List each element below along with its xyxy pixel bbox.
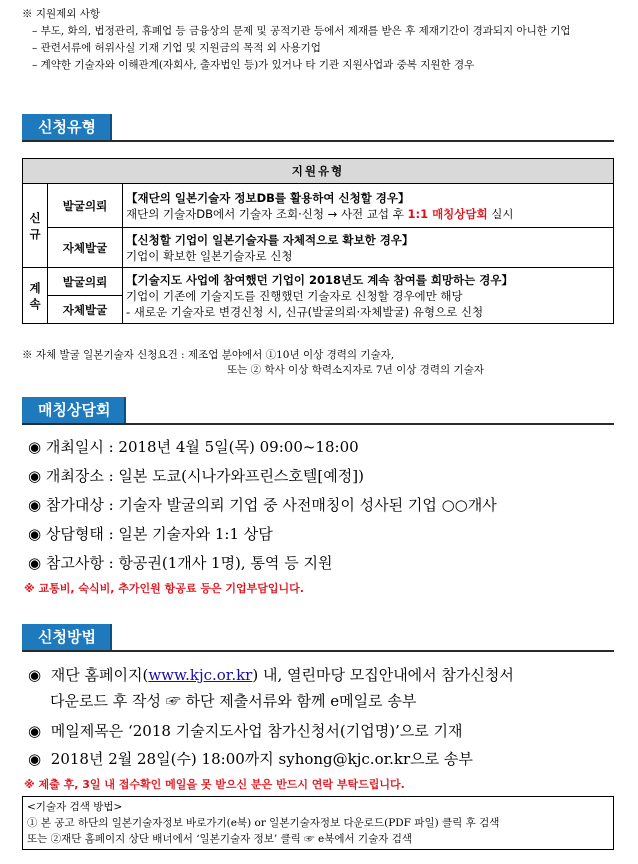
bullet-marker: ◉ <box>28 750 42 768</box>
row-label: 발굴의뢰 <box>48 184 123 228</box>
row-text-pre: 재단의 기술자DB에서 기술자 조회·신청 → 사전 교섭 후 <box>126 206 408 221</box>
matching-item: ◉ 개최장소 : 일본 도쿄(시나가와프린스호텔[예정]) <box>28 467 364 485</box>
exclusion-item: – 부도, 화의, 법정관리, 휴폐업 등 금융상의 문제 및 공적기관 등에서 제재를 받은 후 제재기간이 경과되지 아니한 기업 <box>32 25 571 37</box>
row-text-post: 실시 <box>487 206 514 221</box>
section-title: 신청방법 <box>22 624 112 650</box>
exclusion-item: – 계약한 기술자와 이해관계(자회사, 출자법인 등)가 있거나 타 기관 지원사업과 중복 지원한 경우 <box>32 59 475 71</box>
apply-item <box>28 748 473 769</box>
footnote-line: 또는 ② 학사 이상 학력소지자로 7년 이상 경력의 기술자 <box>227 364 484 376</box>
footnote-line: ※ 자체 발굴 일본기술자 신청요건 : 제조업 분야에서 ①10년 이상 경력의 기술자, <box>22 349 395 361</box>
support-type-table <box>22 158 614 324</box>
apply-warning: ※ 제출 후, 3일 내 접수확인 메일을 못 받으신 분은 반드시 연락 부탁드립니다. <box>24 778 405 791</box>
apply-item-cont: 다운로드 후 작성 ☞ 하단 제출서류와 함께 e메일로 송부 <box>50 692 417 710</box>
apply-text: 메일제목은 ‘2018 기술지도사업 참가신청서(기업명)’으로 기재 <box>50 722 463 740</box>
row-label: 발굴의뢰 <box>48 268 123 296</box>
row-content <box>123 228 614 268</box>
row-content <box>123 268 614 324</box>
apply-text: ) 내, 열린마당 모집안내에서 참가신청서 <box>252 666 514 684</box>
row-heading: 【신청할 기업이 일본기술자를 자체적으로 확보한 경우】 <box>126 232 414 247</box>
box-line: ① 본 공고 하단의 일본기술자정보 바로가기(e북) or 일본기술자정보 다운로드(PDF 파일) 클릭 후 검색 <box>27 817 500 829</box>
section-how-to-apply <box>22 624 614 652</box>
row-text: - 새로운 기술자로 변경신청 시, 신규(발굴의뢰·자체발굴) 유형으로 신청 <box>126 304 484 319</box>
box-line: 또는 ②재단 홈페이지 상단 배너에서 ‘일본기술자 정보’ 클릭 ☞ e북에서 기술자 검색 <box>27 833 413 845</box>
apply-text: 재단 홈페이지( <box>50 666 149 684</box>
section-title: 매칭상담회 <box>22 397 126 423</box>
section-matching <box>22 397 614 425</box>
group-continue-label: 계 속 <box>29 280 41 311</box>
exclusion-title: ※ 지원제외 사항 <box>22 8 101 20</box>
row-text-highlight: 1:1 매칭상담회 <box>407 206 488 221</box>
exclusion-item: – 관련서류에 허위사실 기재 기업 및 지원금의 목적 외 사용기업 <box>32 42 321 54</box>
section-divider <box>22 650 614 652</box>
row-heading: 【기술지도 사업에 참여했던 기업이 2018년도 계속 참여를 희망하는 경우】 <box>126 272 513 287</box>
matching-item: ◉ 참고사항 : 항공권(1개사 1명), 통역 등 지원 <box>28 554 333 572</box>
apply-item <box>28 664 514 685</box>
row-label: 자체발굴 <box>48 296 123 324</box>
section-divider <box>22 140 614 142</box>
group-new <box>23 184 48 268</box>
row-text <box>126 206 610 222</box>
apply-item <box>28 720 463 741</box>
table-header: 지원유형 <box>23 159 614 184</box>
group-new-label: 신 규 <box>29 210 41 241</box>
row-label: 자체발굴 <box>48 228 123 268</box>
box-title: <기술자 검색 방법> <box>27 801 123 813</box>
row-heading: 【재단의 일본기술자 정보DB를 활용하여 신청할 경우】 <box>126 190 410 205</box>
matching-item: ◉ 개최일시 : 2018년 4월 5일(목) 09:00~18:00 <box>28 438 359 456</box>
section-divider <box>22 423 614 425</box>
footnote <box>22 348 484 378</box>
row-content <box>123 184 614 228</box>
row-text: 기업이 기존에 기술지도를 진행했던 기술자로 신청할 경우에만 해당 <box>126 288 463 303</box>
matching-warning: ※ 교통비, 숙식비, 추가인원 항공료 등은 기업부담입니다. <box>24 582 304 595</box>
section-title: 신청유형 <box>22 114 112 140</box>
matching-item: ◉ 상담형태 : 일본 기술자와 1:1 상담 <box>28 525 273 543</box>
homepage-link[interactable]: www.kjc.or.kr <box>148 666 253 684</box>
apply-text: 2018년 2월 28일(수) 18:00까지 syhong@kjc.or.kr으로 송부 <box>50 750 473 768</box>
exclusion-notes <box>22 6 622 74</box>
matching-item: ◉ 참가대상 : 기술자 발굴의뢰 기업 중 사전매칭이 성사된 기업 ○○개사 <box>28 496 497 514</box>
search-method-box <box>22 796 614 850</box>
bullet-marker: ◉ <box>28 666 42 684</box>
bullet-marker: ◉ <box>28 722 42 740</box>
row-text: 기업이 확보한 일본기술자로 신청 <box>126 248 293 263</box>
group-continue <box>23 268 48 324</box>
section-application-type <box>22 114 614 142</box>
